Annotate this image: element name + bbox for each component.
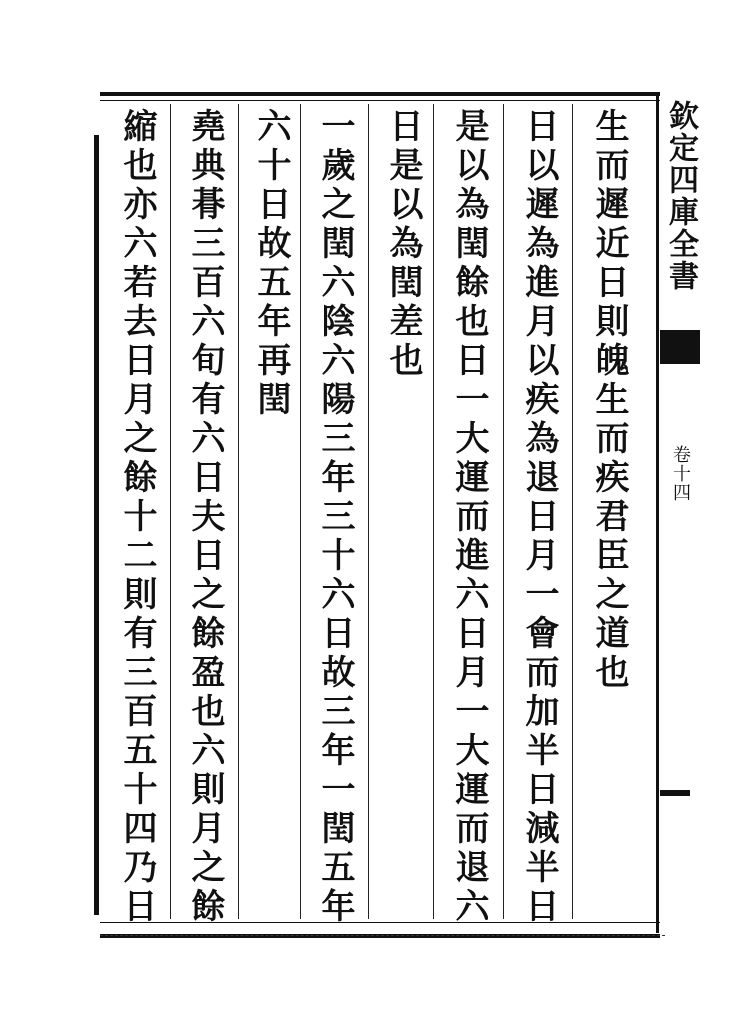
text-column-6: 六十日故五年再閏 (251, 108, 291, 420)
text-column-8: 縮也亦六若去日月之餘十二則有三百五十四乃日 (117, 108, 157, 927)
column-divider (300, 104, 301, 919)
margin-notch (660, 790, 690, 796)
right-border-rule (656, 92, 659, 933)
column-divider (433, 104, 434, 919)
bottom-strip (100, 935, 665, 944)
column-divider (238, 104, 239, 919)
column-divider (503, 104, 504, 919)
text-column-1: 生而遲近日則魄生而疾君臣之道也 (589, 108, 629, 693)
text-column-5: 一歲之閏六陰六陽三年三十六日故三年一閏五年 (315, 108, 355, 927)
margin-black-tab (660, 330, 700, 364)
margin-book-title: 欽定四庫全書 (663, 100, 698, 292)
column-divider (170, 104, 171, 919)
left-border-rule (94, 135, 99, 915)
margin-volume-label: 卷十四 (670, 445, 691, 502)
text-column-3: 是以為閏餘也日一大運而進六日月一大運而退六 (449, 108, 489, 927)
text-column-2: 日以遲為進月以疾為退日月一會而加半日減半日 (519, 108, 559, 927)
column-divider (368, 104, 369, 919)
text-column-7: 堯典朞三百六旬有六日夫日之餘盈也六則月之餘 (185, 108, 225, 927)
frame-inner-top-rule (100, 100, 660, 101)
column-divider (572, 104, 573, 919)
text-column-4: 日是以為閏差也 (383, 108, 423, 381)
